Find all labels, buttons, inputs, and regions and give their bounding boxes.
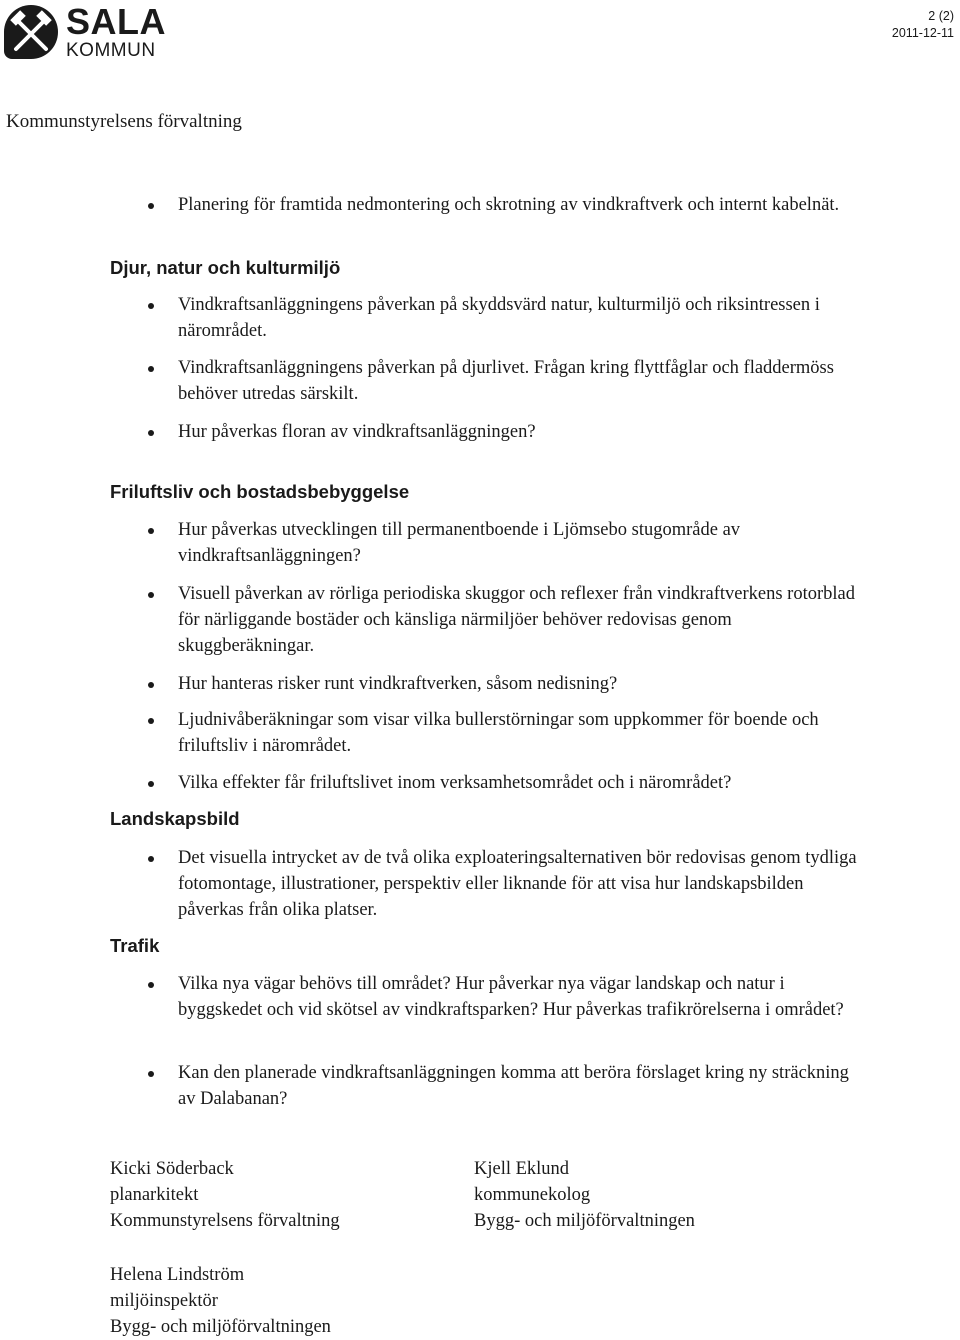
signatory-org: Kommunstyrelsens förvaltning <box>110 1211 340 1231</box>
bullet-icon <box>148 592 154 598</box>
section-heading: Djur, natur och kulturmiljö <box>110 257 341 278</box>
list-item: Vindkraftsanläggningens påverkan på djurlivet. Frågan kring flyttfåglar och fladdermöss behöver utredas särskilt. <box>178 358 834 404</box>
logo-subtitle: KOMMUN <box>66 40 156 61</box>
bullet-icon <box>148 366 154 372</box>
bullet-icon <box>148 303 154 309</box>
section-heading: Trafik <box>110 935 160 956</box>
list-item: Kan den planerade vindkraftsanläggningen komma att beröra förslaget kring ny sträckning av Dalabanan? <box>178 1063 849 1109</box>
signatory-name: Helena Lindström <box>110 1265 245 1285</box>
signatory-name: Kjell Eklund <box>474 1159 570 1179</box>
section-heading: Friluftsliv och bostadsbebyggelse <box>110 481 410 502</box>
signatory-title: planarkitekt <box>110 1185 199 1205</box>
list-item: Hur påverkas utvecklingen till permanentboende i Ljömsebo stugområde av vindkraftsanläggningen? <box>178 520 741 566</box>
signatory-org: Bygg- och miljöförvaltningen <box>110 1317 331 1337</box>
bullet-icon <box>148 781 154 787</box>
list-item: Det visuella intrycket av de två olika exploateringsalternativen bör redovisas genom tydliga fotomontage, illustrationer, perspektiv eller liknande för att visa hur landskapsbilden påverkas från olika platser. <box>178 848 857 920</box>
list-item: Ljudnivåberäkningar som visar vilka bullerstörningar som uppkommer för boende och friluftsliv i närområdet. <box>178 710 819 756</box>
bullet-icon <box>148 203 154 209</box>
bullet-icon <box>148 682 154 688</box>
bullet-icon <box>148 718 154 724</box>
page-number: 2 (2) <box>928 9 954 23</box>
list-item: Planering för framtida nedmontering och skrotning av vindkraftverk och internt kabelnät. <box>178 195 840 215</box>
bullet-icon <box>148 528 154 534</box>
list-item: Hur påverkas floran av vindkraftsanläggningen? <box>178 422 536 442</box>
list-item: Vindkraftsanläggningens påverkan på skyddsvärd natur, kulturmiljö och riksintressen i närområdet. <box>178 295 820 341</box>
signatory-name: Kicki Söderback <box>110 1159 234 1179</box>
signature-block <box>474 1156 695 1234</box>
page-info <box>892 8 954 42</box>
signatory-title: kommunekolog <box>474 1185 591 1205</box>
document-date: 2011-12-11 <box>891 26 954 40</box>
signature-block <box>110 1262 331 1340</box>
list-item: Hur hanteras risker runt vindkraftverken, såsom nedisning? <box>178 674 618 694</box>
list-item: Visuell påverkan av rörliga periodiska skuggor och reflexer från vindkraftverkens rotorblad för närliggande bostäder och känsliga närmiljöer behöver redovisas genom skuggberäkningar. <box>178 584 855 656</box>
list-item: Vilka nya vägar behövs till området? Hur påverkar nya vägar landskap och natur i byggskedet och vid skötsel av vindkraftsparken? Hur påverkas trafikrörelserna i området? <box>178 974 844 1020</box>
logo-name: SALA <box>66 1 166 42</box>
sala-kommun-logo <box>4 1 166 61</box>
bullet-icon <box>148 1071 154 1077</box>
bullet-icon <box>148 856 154 862</box>
bullet-icon <box>148 982 154 988</box>
signatory-org: Bygg- och miljöförvaltningen <box>474 1211 695 1231</box>
signatory-title: miljöinspektör <box>110 1291 218 1311</box>
crossed-hammers-icon <box>4 5 58 59</box>
department-name: Kommunstyrelsens förvaltning <box>6 111 242 132</box>
list-item: Vilka effekter får friluftslivet inom verksamhetsområdet och i närområdet? <box>178 773 732 793</box>
section-heading: Landskapsbild <box>110 808 240 829</box>
bullet-icon <box>148 430 154 436</box>
signature-block <box>110 1156 340 1234</box>
